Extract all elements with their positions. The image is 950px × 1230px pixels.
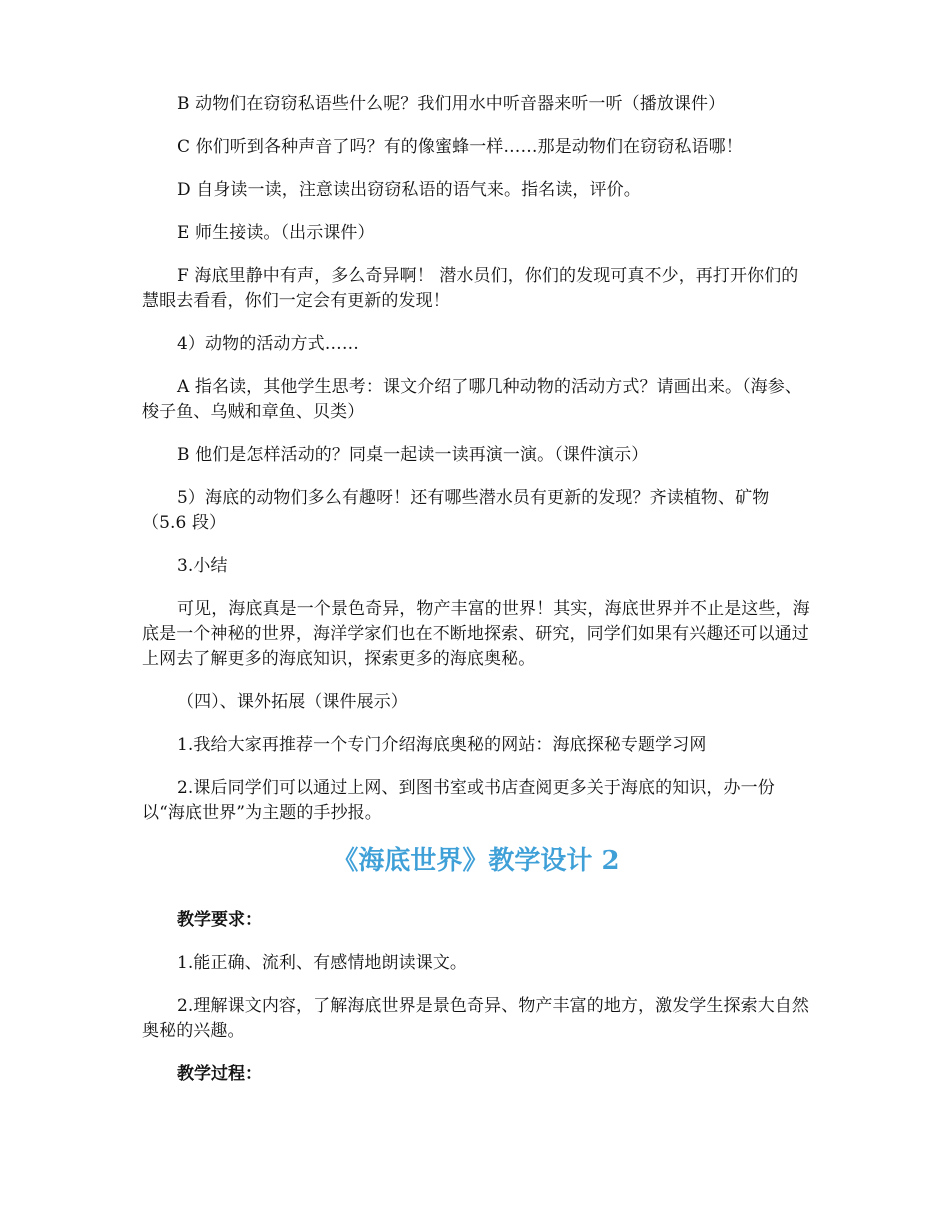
paragraph-f-discovery: F 海底里静中有声，多么奇异啊！ 潜水员们，你们的发现可真不少，再打开你们的慧眼去看看，你们一定会有更新的发现！ [142, 266, 799, 311]
paragraph-extension-heading: （四）、课外拓展（课件展示） [177, 692, 408, 712]
requirements-heading: 教学要求： [177, 910, 262, 930]
paragraph-b-listen: B 动物们在窃窃私语些什么呢？我们用水中听音器来听一听（播放课件） [177, 94, 726, 114]
paragraph-b-act-out: B 他们是怎样活动的？同桌一起读一读再演一演。（课件演示） [177, 445, 649, 465]
paragraph-summary: 可见，海底真是一个景色奇异，物产丰富的世界！其实，海底世界并不止是这些，海底是一个神秘的世界，海洋学家们也在不断地探索、研究，同学们如果有兴趣还可以通过上网去了解更多的海底知识，探索更多的海底奥秘。 [142, 599, 810, 669]
document-body [142, 92, 810, 1105]
process-heading: 教学过程： [177, 1064, 262, 1084]
paragraph-e-teacher-student: E 师生接读。（出示课件） [177, 223, 375, 243]
paragraph-5-plants-minerals: 5）海底的动物们多么有趣呀！还有哪些潜水员有更新的发现？齐读植物、矿物（5.6 段） [142, 488, 770, 533]
paragraph-4-activity: 4）动物的活动方式…… [177, 334, 359, 354]
paragraph-summary-heading: 3.小结 [177, 556, 228, 576]
paragraph-d-read: D 自身读一读，注意读出窃窃私语的语气来。指名读，评价。 [177, 180, 641, 200]
paragraph-c-sounds: C 你们听到各种声音了吗？有的像蜜蜂一样……那是动物们在窃窃私语哪！ [177, 137, 743, 157]
document-title: 《海底世界》教学设计 2 [332, 846, 620, 876]
requirement-item: 1.能正确、流利、有感情地朗读课文。 [177, 953, 468, 973]
paragraph-extension-website: 1.我给大家再推荐一个专门介绍海底奥秘的网站：海底探秘专题学习网 [177, 735, 707, 755]
requirement-item: 2.理解课文内容，了解海底世界是景色奇异、物产丰富的地方，激发学生探索大自然奥秘的兴趣。 [142, 996, 810, 1041]
paragraph-a-activity-types: A 指名读，其他学生思考：课文介绍了哪几种动物的活动方式？请画出来。（海参、梭子鱼、乌贼和章鱼、贝类） [142, 377, 802, 422]
paragraph-extension-poster: 2.课后同学们可以通过上网、到图书室或书店查阅更多关于海底的知识，办一份以“海底世界”为主题的手抄报。 [142, 778, 775, 823]
